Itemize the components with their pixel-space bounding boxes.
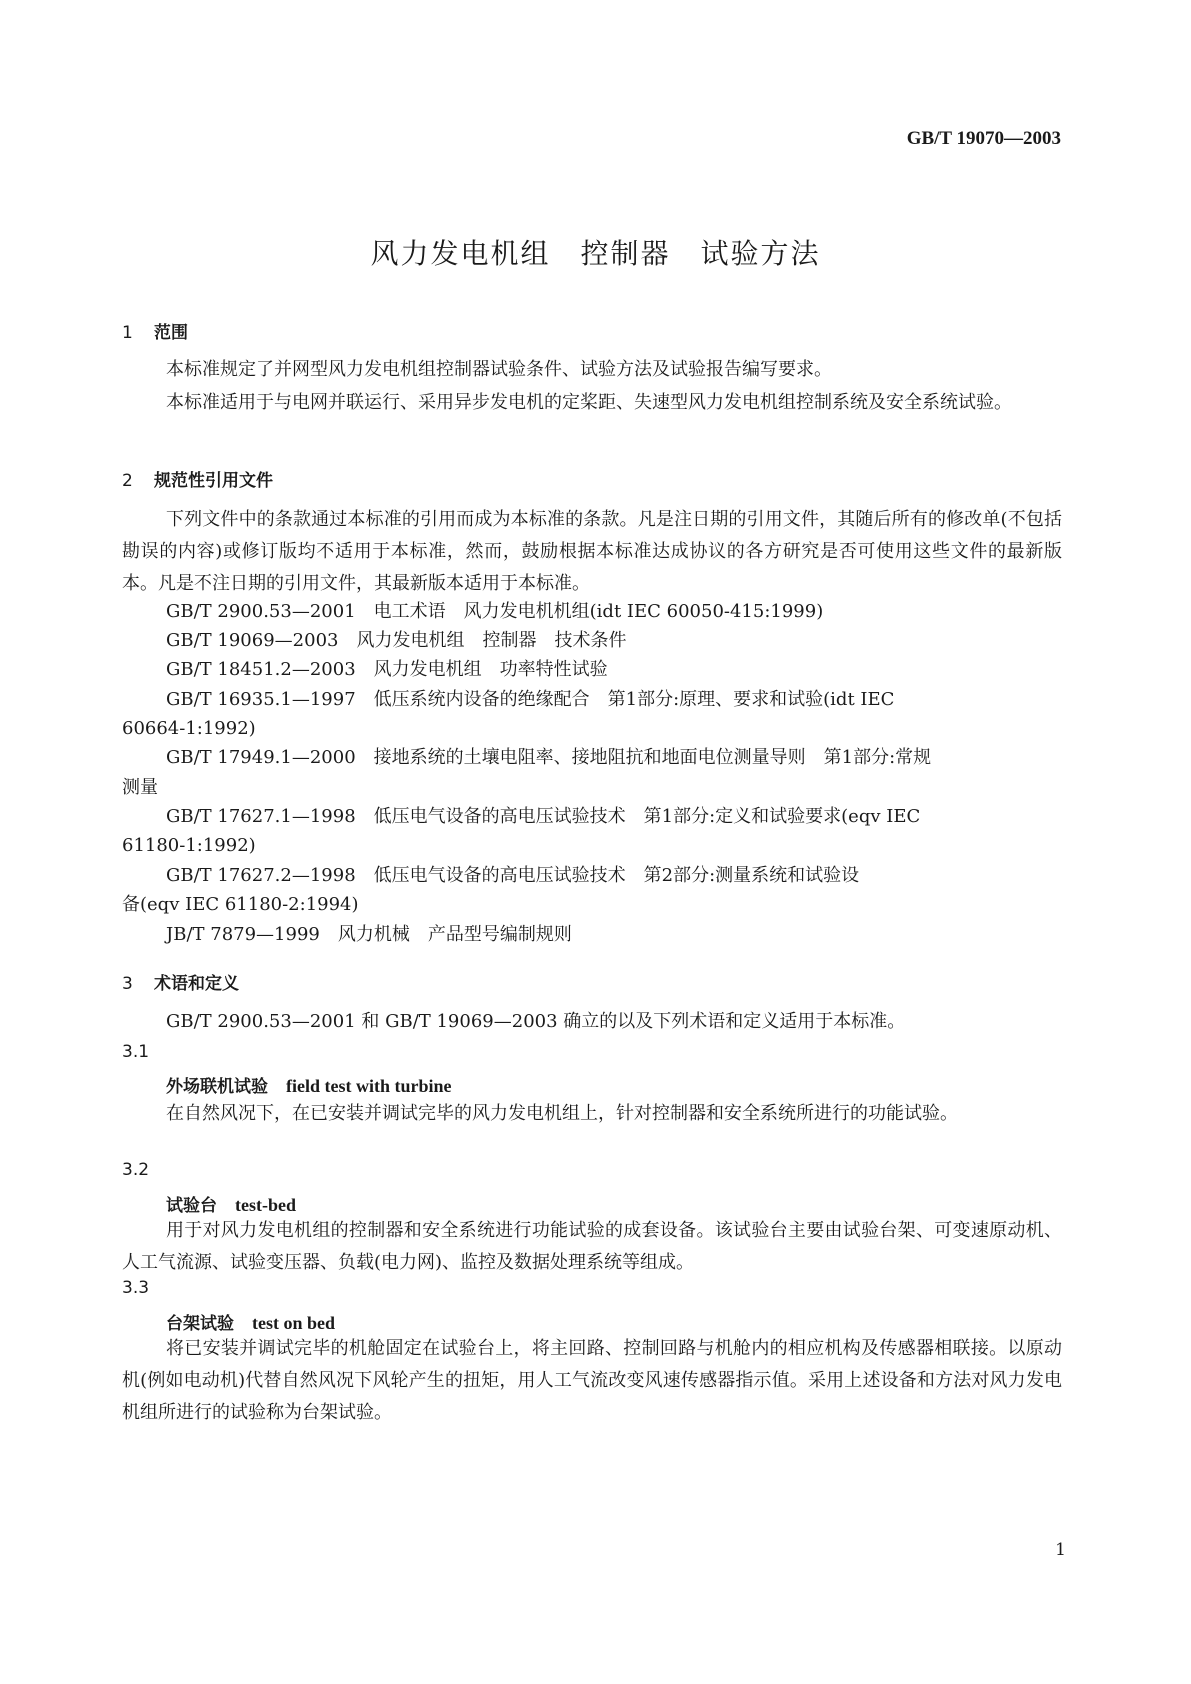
term-heading xyxy=(122,1191,1106,1216)
reference-line: GB/T 19069—2003 风力发电机组 控制器 技术条件 xyxy=(166,630,627,651)
document-title: 风力发电机组 控制器 试验方法 xyxy=(370,237,821,270)
term-en: test-bed xyxy=(235,1195,296,1215)
paragraph: 下列文件中的条款通过本标准的引用而成为本标准的条款。凡是注日期的引用文件，其随后所有的修改单(不包括勘误的内容)或修订版均不适用于本标准，然而，鼓励根据本标准达成协议的各方研究是否可使用这些文件的最新版本。凡是不注日期的引用文件，其最新版本适用于本标准。 xyxy=(122,509,1062,594)
term-number: 3.3 xyxy=(122,1278,150,1298)
reference-line: GB/T 16935.1—1997 低压系统内设备的绝缘配合 第1部分:原理、要求和试验(idt IEC xyxy=(166,689,895,710)
term-number: 3.2 xyxy=(122,1160,150,1180)
term-definition: 用于对风力发电机组的控制器和安全系统进行功能试验的成套设备。该试验台主要由试验台架、可变速原动机、人工气流源、试验变压器、负载(电力网)、监控及数据处理系统等组成。 xyxy=(122,1220,1062,1273)
section-2-heading xyxy=(122,466,1062,491)
reference-line-continued: 60664-1:1992) xyxy=(122,718,256,739)
reference-line: GB/T 2900.53—2001 电工术语 风力发电机机组(idt IEC 60050-415:1999) xyxy=(166,601,824,622)
section-title: 规范性引用文件 xyxy=(154,471,273,491)
term-heading xyxy=(122,1309,1106,1334)
reference-line-continued: 备(eqv IEC 61180-2:1994) xyxy=(122,894,359,915)
section-3-heading xyxy=(122,969,1062,994)
term-definition: 将已安装并调试完毕的机舱固定在试验台上，将主回路、控制回路与机舱内的相应机构及传感器相联接。以原动机(例如电动机)代替自然风况下风轮产生的扭矩，用人工气流改变风速传感器指示值。采用上述设备和方法对风力发电机组所进行的试验称为台架试验。 xyxy=(122,1338,1062,1423)
section-number: 3 xyxy=(122,974,133,994)
section-number: 1 xyxy=(122,323,133,343)
reference-line: GB/T 17949.1—2000 接地系统的土壤电阻率、接地阻抗和地面电位测量导则 第1部分:常规 xyxy=(166,747,932,768)
paragraph: 本标准适用于与电网并联运行、采用异步发电机的定桨距、失速型风力发电机组控制系统及安全系统试验。 xyxy=(166,392,1012,413)
term-en: test on bed xyxy=(252,1313,336,1333)
term-heading xyxy=(122,1072,1106,1097)
term-en: field test with turbine xyxy=(286,1076,452,1096)
section-title: 术语和定义 xyxy=(154,974,239,994)
term-zh: 外场联机试验 xyxy=(166,1077,268,1097)
reference-line: GB/T 17627.2—1998 低压电气设备的高电压试验技术 第2部分:测量系统和试验设 xyxy=(166,865,860,886)
reference-line-continued: 61180-1:1992) xyxy=(122,835,256,856)
section-title: 范围 xyxy=(154,323,188,343)
reference-line: GB/T 18451.2—2003 风力发电机组 功率特性试验 xyxy=(166,659,608,680)
term-zh: 试验台 xyxy=(166,1196,217,1216)
section-number: 2 xyxy=(122,471,133,491)
paragraph: GB/T 2900.53—2001 和 GB/T 19069—2003 确立的以及下列术语和定义适用于本标准。 xyxy=(166,1011,906,1032)
reference-line: JB/T 7879—1999 风力机械 产品型号编制规则 xyxy=(166,924,572,945)
reference-line-continued: 测量 xyxy=(122,777,158,798)
term-number: 3.1 xyxy=(122,1042,150,1062)
reference-line: GB/T 17627.1—1998 低压电气设备的高电压试验技术 第1部分:定义和试验要求(eqv IEC xyxy=(166,806,921,827)
standard-code: GB/T 19070—2003 xyxy=(906,128,1061,149)
term-zh: 台架试验 xyxy=(166,1314,234,1334)
paragraph: 本标准规定了并网型风力发电机组控制器试验条件、试验方法及试验报告编写要求。 xyxy=(166,359,832,380)
section-1-heading xyxy=(122,318,1062,343)
page-number: 1 xyxy=(1055,1540,1066,1560)
term-definition: 在自然风况下，在已安装并调试完毕的风力发电机组上，针对控制器和安全系统所进行的功能试验。 xyxy=(166,1103,958,1124)
